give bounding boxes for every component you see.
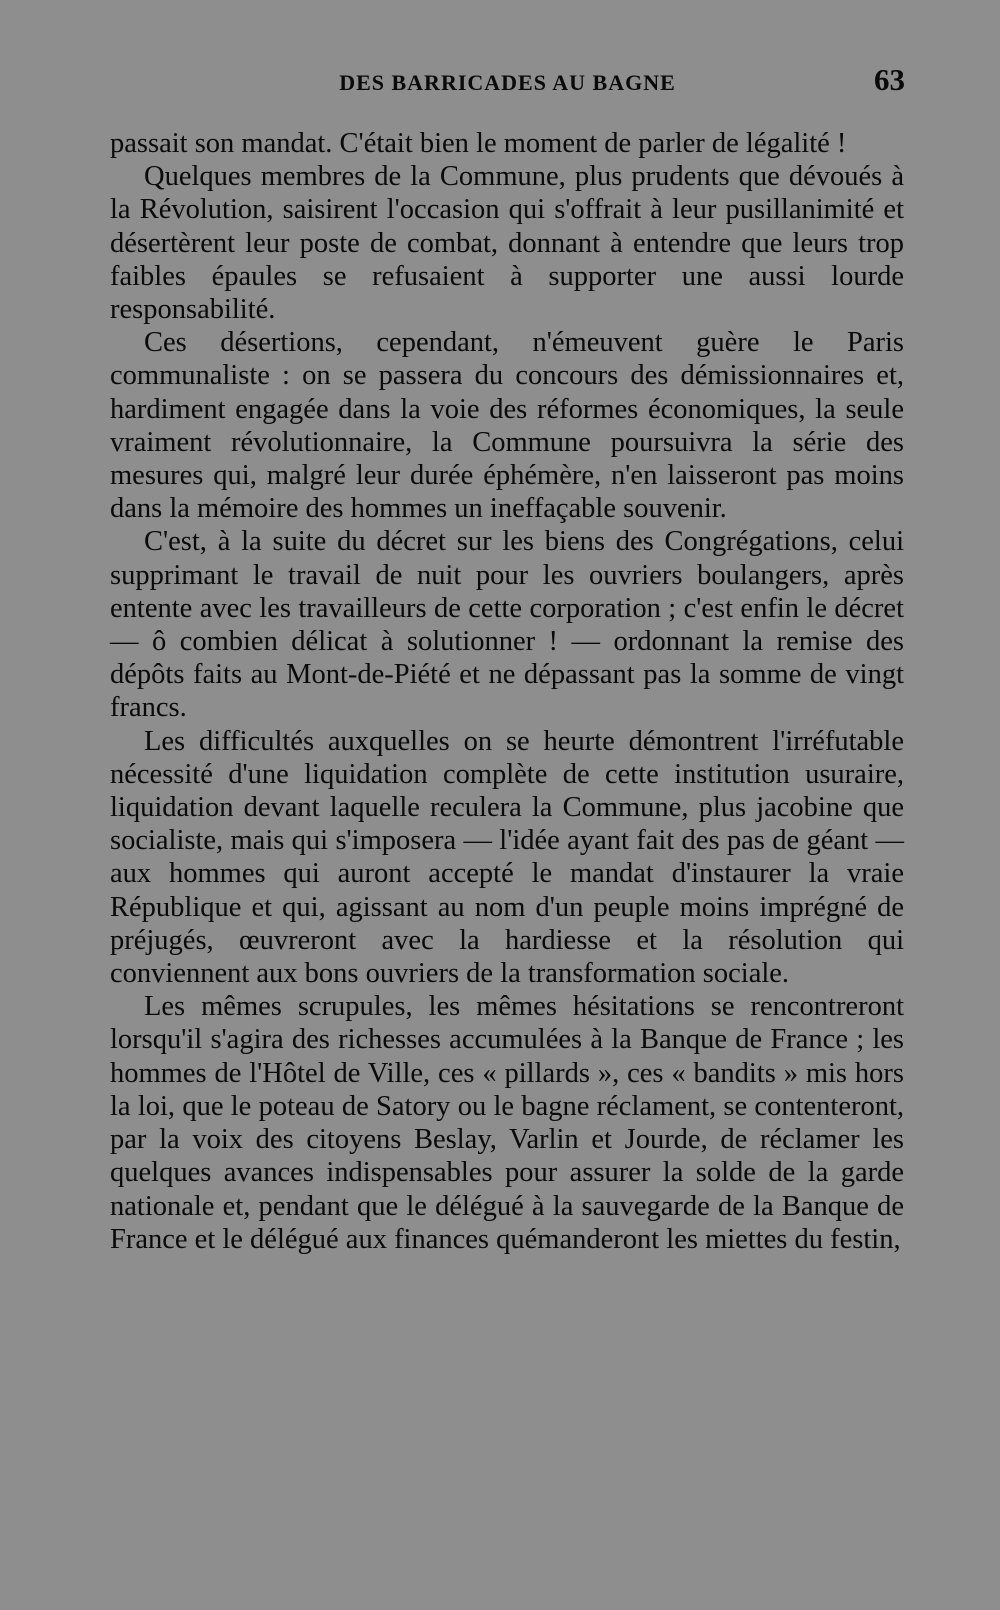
running-head — [110, 62, 905, 102]
paragraph: Les difficultés auxquelles on se heurte démontrent l'irréfutable nécessité d'une liquidation complète de cette institution usuraire, liquidation devant laquelle reculera la Commune, plus jacobine que socialiste, mais qui s'imposera — l'idée ayant fait des pas de géant — aux hommes qui auront accepté le mandat d'instaurer la vraie République et qui, agissant au nom d'un peuple moins imprégné de préjugés, œuvreront avec la hardiesse et la résolution qui conviennent aux bons ouvriers de la transformation sociale. — [110, 725, 904, 990]
paragraph-continued: passait son mandat. C'était bien le moment de parler de légalité ! — [110, 128, 847, 159]
paragraph: Quelques membres de la Commune, plus prudents que dévoués à la Révolution, saisirent l'occasion qui s'offrait à leur pusillanimité et désertèrent leur poste de combat, donnant à entendre que leurs trop faibles épaules se refusaient à supporter une aussi lourde responsabilité. — [110, 161, 904, 326]
paragraph: Ces désertions, cependant, n'émeuvent guère le Paris communaliste : on se passera du concours des démissionnaires et, hardiment engagée dans la voie des réformes économiques, la seule vraiment révolutionnaire, la Commune poursuivra la série des mesures qui, malgré leur durée éphémère, n'en laisseront pas moins dans la mémoire des hommes un ineffaçable souvenir. — [110, 327, 904, 525]
running-title: DES BARRICADES AU BAGNE — [339, 70, 676, 95]
body-text — [110, 127, 904, 1256]
page-number: 63 — [874, 62, 905, 97]
paragraph: Les mêmes scrupules, les mêmes hésitations se rencontreront lorsqu'il s'agira des richesses accumulées à la Banque de France ; les hommes de l'Hôtel de Ville, ces « pillards », ces « bandits » mis hors la loi, que le poteau de Satory ou le bagne réclament, se contenteront, par la voix des citoyens Beslay, Varlin et Jourde, de réclamer les quelques avances indispensables pour assurer la solde de la garde nationale et, pendant que le délégué à la sauvegarde de la Banque de France et le délégué aux finances quémanderont les miettes du festin, — [110, 991, 904, 1255]
paragraph: C'est, à la suite du décret sur les biens des Congrégations, celui supprimant le travail de nuit pour les ouvriers boulangers, après entente avec les travailleurs de cette corporation ; c'est enfin le décret — ô combien délicat à solutionner ! — ordonnant la remise des dépôts faits au Mont-de-Piété et ne dépassant pas la somme de vingt francs. — [110, 526, 904, 724]
